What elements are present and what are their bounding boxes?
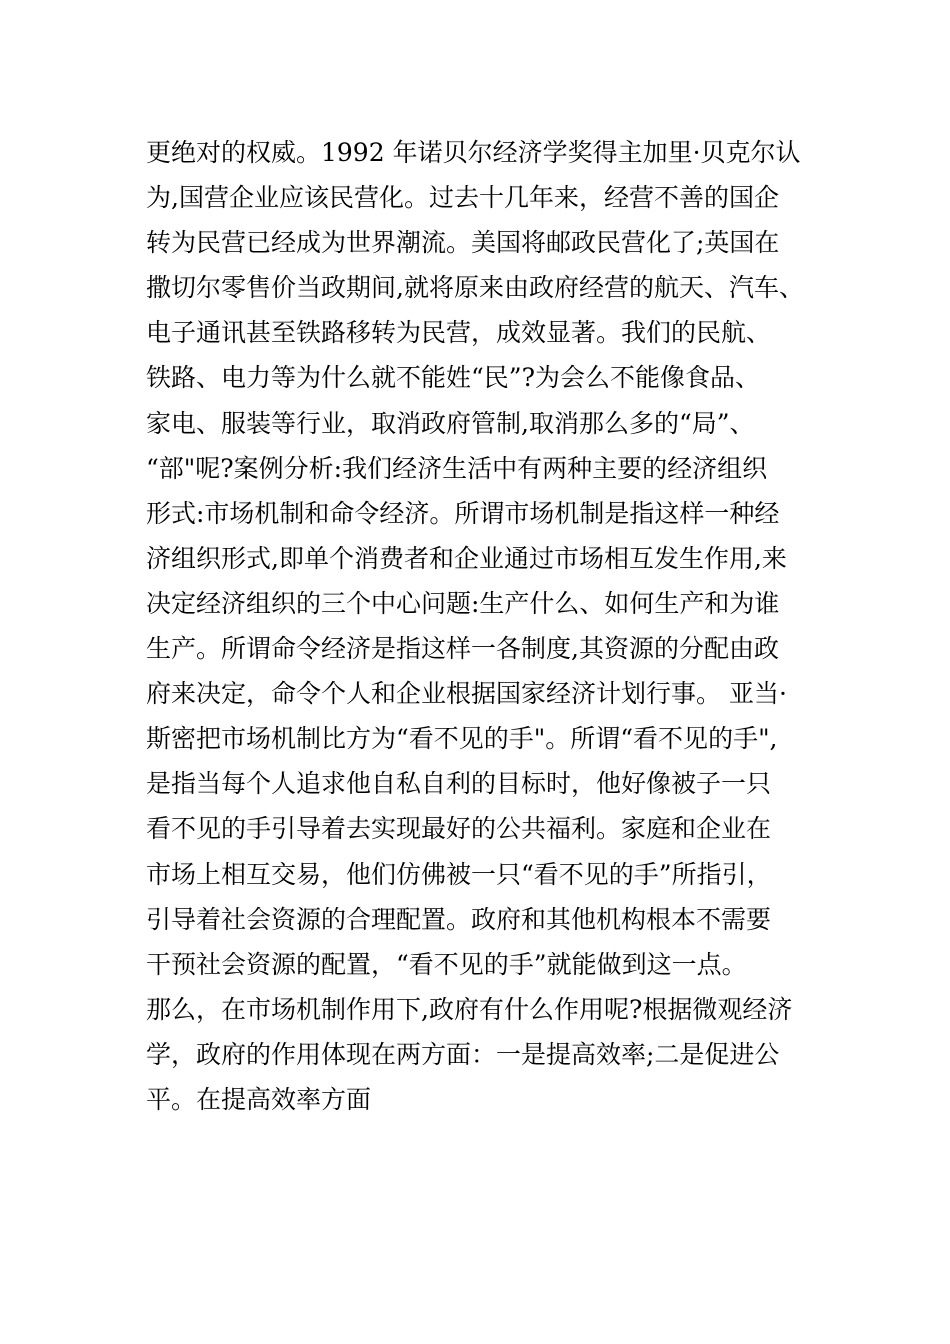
text-line: “部"呢?案例分析:我们经济生活中有两种主要的经济组织 [146, 453, 768, 483]
text-line: 平。在提高效率方面 [146, 1084, 372, 1114]
text-line: 干预社会资源的配置，“看不见的手”就能做到这一点。 [146, 949, 747, 979]
body-text [146, 130, 846, 1122]
text-line: 济组织形式,即单个消费者和企业通过市场相互发生作用,来 [146, 543, 787, 573]
text-line: 决定经济组织的三个中心问题:生产什么、如何生产和为谁 [146, 588, 780, 618]
text-line: 生产。所谓命令经济是指这样一各制度,其资源的分配由政 [146, 634, 779, 664]
text-line: 市场上相互交易，他们仿佛被一只“看不见的手”所指引， [146, 859, 772, 889]
text-line: 那么，在市场机制作用下,政府有什么作用呢?根据微观经济 [146, 994, 793, 1024]
text-line: 斯密把市场机制比方为“看不见的手"。所谓“看不见的手", [146, 724, 778, 754]
text-line: 引导着社会资源的合理配置。政府和其他机构根本不需要 [146, 904, 772, 934]
text-line: 为,国营企业应该民营化。过去十几年来，经营不善的国企 [146, 183, 779, 213]
text-line: 电子通讯甚至铁路移转为民营，成效显著。我们的民航、 [146, 318, 772, 348]
text-line: 转为民营已经成为世界潮流。美国将邮政民营化了;英国在 [146, 228, 780, 258]
text-line: 看不见的手引导着去实现最好的公共福利。家庭和企业在 [146, 814, 772, 844]
text-line: 学，政府的作用体现在两方面：一是提高效率;二是促进公 [146, 1039, 780, 1069]
text-line: 铁路、电力等为什么就不能姓“民”?为会么不能像食品、 [146, 363, 760, 393]
text-line: 更绝对的权威。1992 年诺贝尔经济学奖得主加里·贝克尔认 [146, 138, 801, 167]
text-line: 形式:市场机制和命令经济。所谓市场机制是指这样一种经 [146, 498, 780, 528]
text-line: 家电、服装等行业，取消政府管制,取消那么多的“局”、 [146, 408, 755, 438]
text-line: 是指当每个人追求他自私自利的目标时，他好像被子一只 [146, 769, 772, 799]
text-line: 撒切尔零售价当政期间,就将原来由政府经营的航天、汽车、 [146, 273, 804, 303]
text-line: 府来决定，命令个人和企业根据国家经济计划行事。 亚当· [146, 679, 787, 709]
